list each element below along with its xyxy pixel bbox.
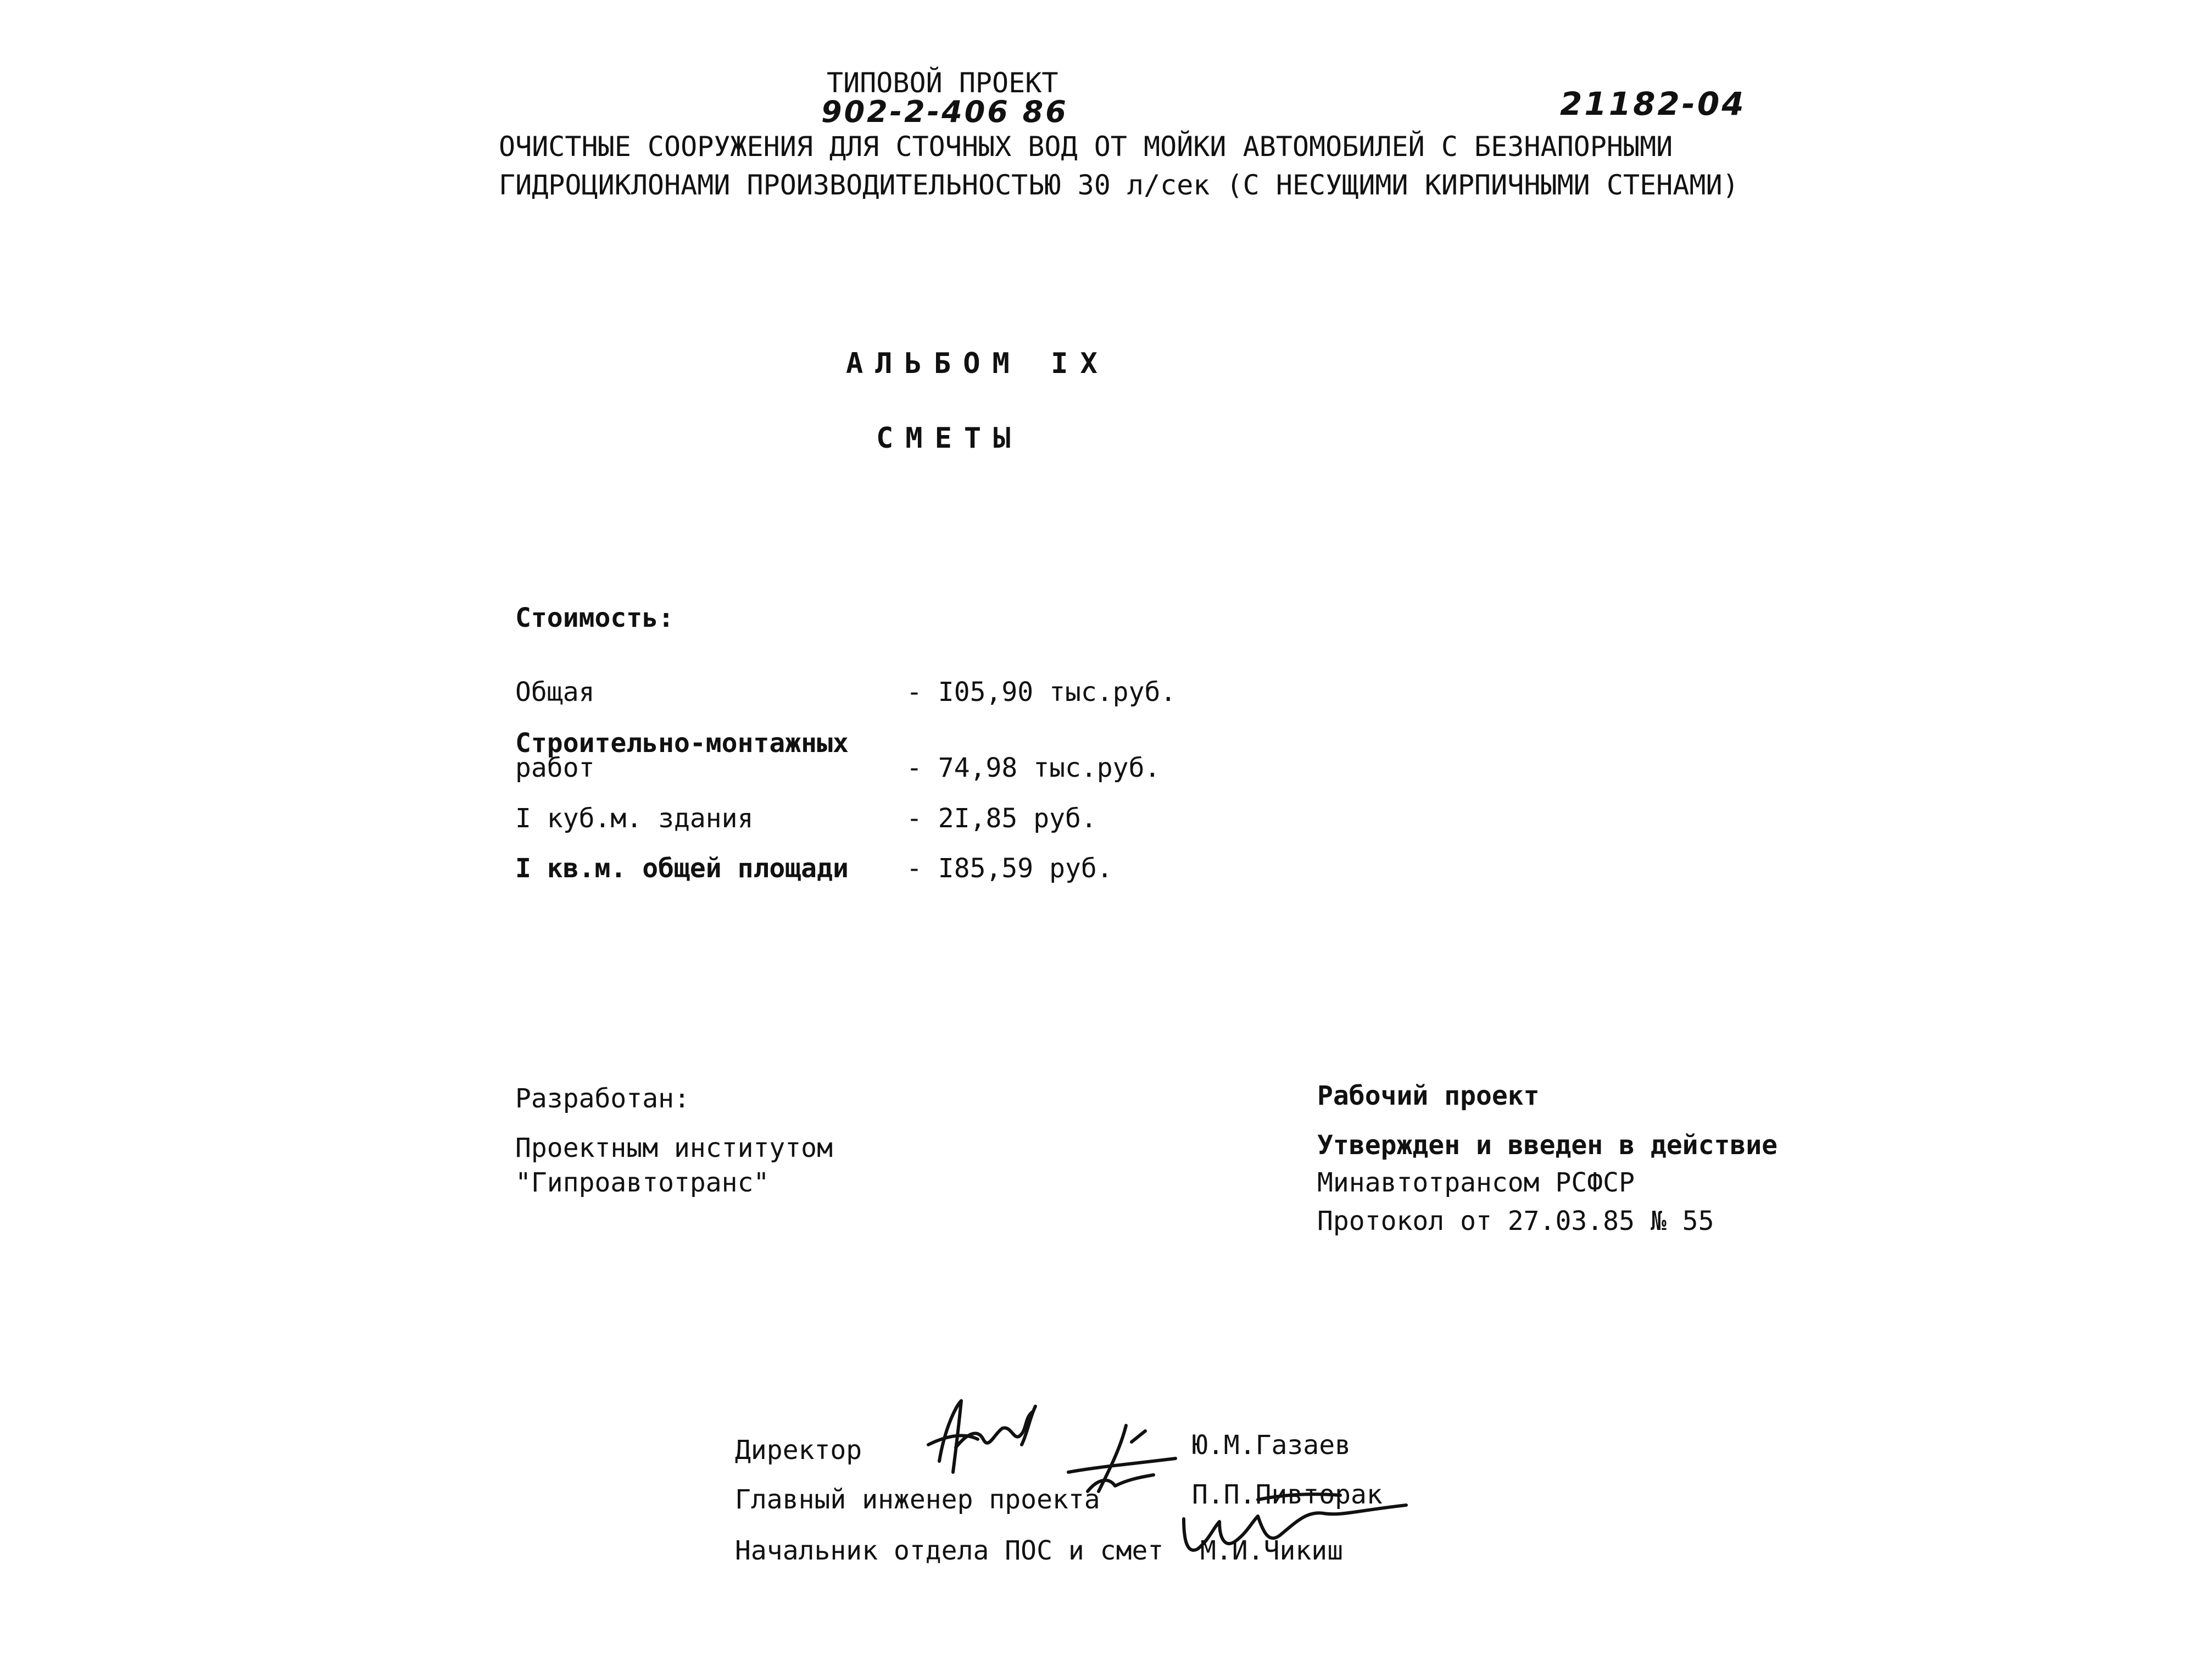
approval-line-1: Утвержден и введен в действие: [1317, 1130, 1778, 1161]
title-line-2: ГИДРОЦИКЛОНАМИ ПРОИЗВОДИТЕЛЬНОСТЬЮ 30 л/сек (С НЕСУЩИМИ КИРПИЧНЫМИ СТЕНАМИ): [499, 169, 1739, 201]
signature-role-director: Директор: [735, 1435, 862, 1466]
signature-name-department-head: М.И.Чикиш: [1200, 1535, 1344, 1566]
project-type: ТИПОВОЙ ПРОЕКТ: [827, 67, 1058, 99]
title-line-1: ОЧИСТНЫЕ СООРУЖЕНИЯ ДЛЯ СТОЧНЫХ ВОД ОТ МОЙКИ АВТОМОБИЛЕЙ С БЕЗНАПОРНЫМИ: [499, 131, 1673, 163]
cost-value-construction: - 74,98 тыс.руб.: [906, 753, 1161, 783]
department-head-signature: [1175, 1489, 1428, 1571]
cost-label-construction-line1: Строительно-монтажных: [515, 728, 849, 759]
approval-line-2: Минавтотрансом РСФСР: [1317, 1167, 1635, 1198]
developed-line-1: Проектным институтом: [515, 1133, 833, 1163]
project-number: 902-2-406 86: [821, 94, 1068, 129]
approval-line-3: Протокол от 27.03.85 № 55: [1317, 1206, 1714, 1237]
cost-value-total: - I05,90 тыс.руб.: [906, 677, 1177, 708]
signature-role-department-head: Начальник отдела ПОС и смет: [735, 1535, 1164, 1566]
registry-number: 21182-04: [1560, 85, 1746, 122]
developed-heading: Разработан:: [515, 1083, 690, 1114]
cost-label-construction-line2: работ: [515, 753, 595, 783]
signature-name-chief-engineer: П.П.Пивторак: [1192, 1479, 1383, 1510]
cost-value-per-sqm: - I85,59 руб.: [906, 853, 1113, 884]
signature-name-director: Ю.М.Газаев: [1192, 1430, 1351, 1461]
cost-label-per-sqm: I кв.м. общей площади: [515, 853, 849, 884]
cost-value-per-cubic: - 2I,85 руб.: [906, 803, 1097, 834]
album-subtitle: СМЕТЫ: [876, 422, 1023, 455]
cost-label-per-cubic: I куб.м. здания: [515, 803, 754, 834]
album-label: АЛЬБОМ IX: [846, 347, 1110, 380]
approval-heading: Рабочий проект: [1317, 1081, 1540, 1111]
developed-line-2: "Гипроавтотранс": [515, 1167, 770, 1198]
cost-heading: Стоимость:: [515, 603, 674, 633]
director-signature: [923, 1395, 1055, 1483]
signature-role-chief-engineer: Главный инженер проекта: [735, 1484, 1100, 1515]
cost-label-total: Общая: [515, 677, 595, 708]
